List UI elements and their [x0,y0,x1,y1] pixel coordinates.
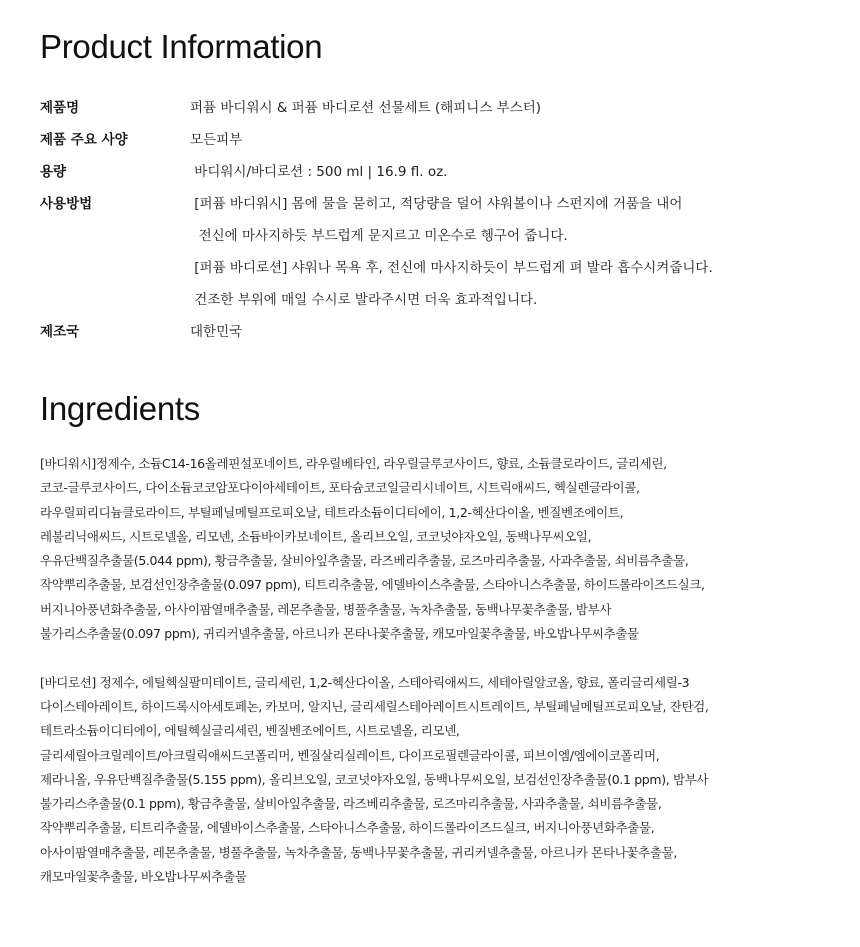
ingredient-line: 레불리닉애씨드, 시트로넬올, 리모넨, 소듐바이카보네이트, 올리브오일, 코코넛야자오일, 동백나무씨오일, [40,528,592,544]
product-info-table [40,97,840,353]
ingredients-title: Ingredients [40,390,200,427]
body-lotion-ingredients [40,671,830,890]
ingredient-line: 작약뿌리추출물, 보검선인장추출물(0.097 ppm), 티트리추출물, 에델바이스추출물, 스타아니스추출물, 하이드롤라이즈드실크, [40,577,705,593]
ingredient-line: 불가리스추출물(0.1 ppm), 황금추출물, 살비아잎추출물, 라즈베리추출물, 로즈마리추출물, 사과추출물, 쇠비름추출물, [40,796,662,812]
ingredient-line: 라우릴피리디늄클로라이드, 부틸페닐메틸프로피오날, 테트라소듐이디티에이, 1,2-헥산다이올, 벤질벤조에이트, [40,504,624,520]
usage-line: [퍼퓸 바디로션] 샤워나 목욕 후, 전신에 마사지하듯이 부드럽게 펴 발라 흡수시켜줍니다. [190,260,713,276]
info-label: 제품명 [40,100,80,116]
info-label: 사용방법 [40,196,93,212]
info-row-product-name [40,97,840,129]
info-row-usage [40,193,840,321]
info-row-volume [40,161,840,193]
ingredient-line: 버지니아풍년화추출물, 아사이팜열매추출물, 레몬추출물, 병풀추출물, 녹차추출물, 동백나무꽃추출물, 밤부사 [40,601,612,617]
ingredient-line: 우유단백질추출물(5.044 ppm), 황금추출물, 살비아잎추출물, 라즈베리추출물, 로즈마리추출물, 사과추출물, 쇠비름추출물, [40,553,689,569]
info-row-spec [40,129,840,161]
section-spacer [40,646,830,670]
info-label: 제품 주요 사양 [40,132,128,148]
ingredient-line: 제라니올, 우유단백질추출물(5.155 ppm), 올리브오일, 코코넛야자오일, 동백나무씨오일, 보검선인장추출물(0.1 ppm), 밤부사 [40,771,709,787]
usage-line: [퍼퓸 바디워시] 몸에 물을 묻히고, 적당량을 덜어 샤워볼이나 스펀지에 거품을 내어 [190,196,683,212]
ingredient-line: 다이스테아레이트, 하이드록시아세토페논, 카보머, 알지닌, 글리세릴스테아레이트시트레이트, 부틸페닐메틸프로피오날, 잔탄검, [40,698,709,714]
ingredient-line: 아사이팜열매추출물, 레몬추출물, 병풀추출물, 녹차추출물, 동백나무꽃추출물, 귀리커넬추출물, 아르니카 몬타나꽃추출물, [40,844,677,860]
ingredient-line: 캐모마일꽃추출물, 바오밥나무씨추출물 [40,869,247,885]
info-value: 대한민국 [190,324,243,340]
info-value: 퍼퓸 바디워시 & 퍼퓸 바디로션 선물세트 (해피니스 부스터) [190,100,542,116]
usage-line: 건조한 부위에 매일 수시로 발라주시면 더욱 효과적입니다. [190,292,538,308]
usage-line: 전신에 마사지하듯 부드럽게 문지르고 미온수로 헹구어 줍니다. [190,228,568,244]
ingredient-line: 작약뿌리추출물, 티트리추출물, 에델바이스추출물, 스타아니스추출물, 하이드롤라이즈드실크, 버지니아풍년화추출물, [40,820,655,836]
usage-instructions [190,193,713,321]
info-label: 용량 [40,164,67,180]
ingredient-line: 불가리스추출물(0.097 ppm), 귀리커넬추출물, 아르니카 몬타나꽃추출물, 캐모마일꽃추출물, 바오밥나무씨추출물 [40,626,639,642]
ingredients-list [40,452,830,889]
info-label: 제조국 [40,324,80,340]
ingredient-line: [바디로션] 정제수, 에틸헥실팔미테이트, 글리세린, 1,2-헥산다이올, 스테아릭애씨드, 세테아릴알코올, 향료, 폴리글리세릴-3 [40,674,690,690]
product-information-title: Product Information [40,28,323,65]
info-row-country [40,321,840,353]
info-value: 바디워시/바디로션 : 500 ml | 16.9 fl. oz. [190,164,448,180]
ingredient-line: 코코-글루코사이드, 다이소듐코코암포다이아세테이트, 포타슘코코일글리시네이트, 시트릭애씨드, 헥실렌글라이콜, [40,480,640,496]
ingredient-line: [바디워시]정제수, 소듐C14-16올레핀설포네이트, 라우릴베타인, 라우릴글루코사이드, 향료, 소듐클로라이드, 글리세린, [40,456,667,471]
info-value: 모든피부 [190,132,243,148]
ingredient-line: 테트라소듐이디티에이, 에틸헥실글리세린, 벤질벤조에이트, 시트로넬올, 리모넨, [40,723,460,739]
ingredient-line: 글리세릴아크릴레이트/아크릴릭애씨드코폴리머, 벤질살리실레이트, 다이프로필렌글라이콜, 피브이엠/엠에이코폴리머, [40,747,660,763]
body-wash-ingredients [40,452,830,646]
